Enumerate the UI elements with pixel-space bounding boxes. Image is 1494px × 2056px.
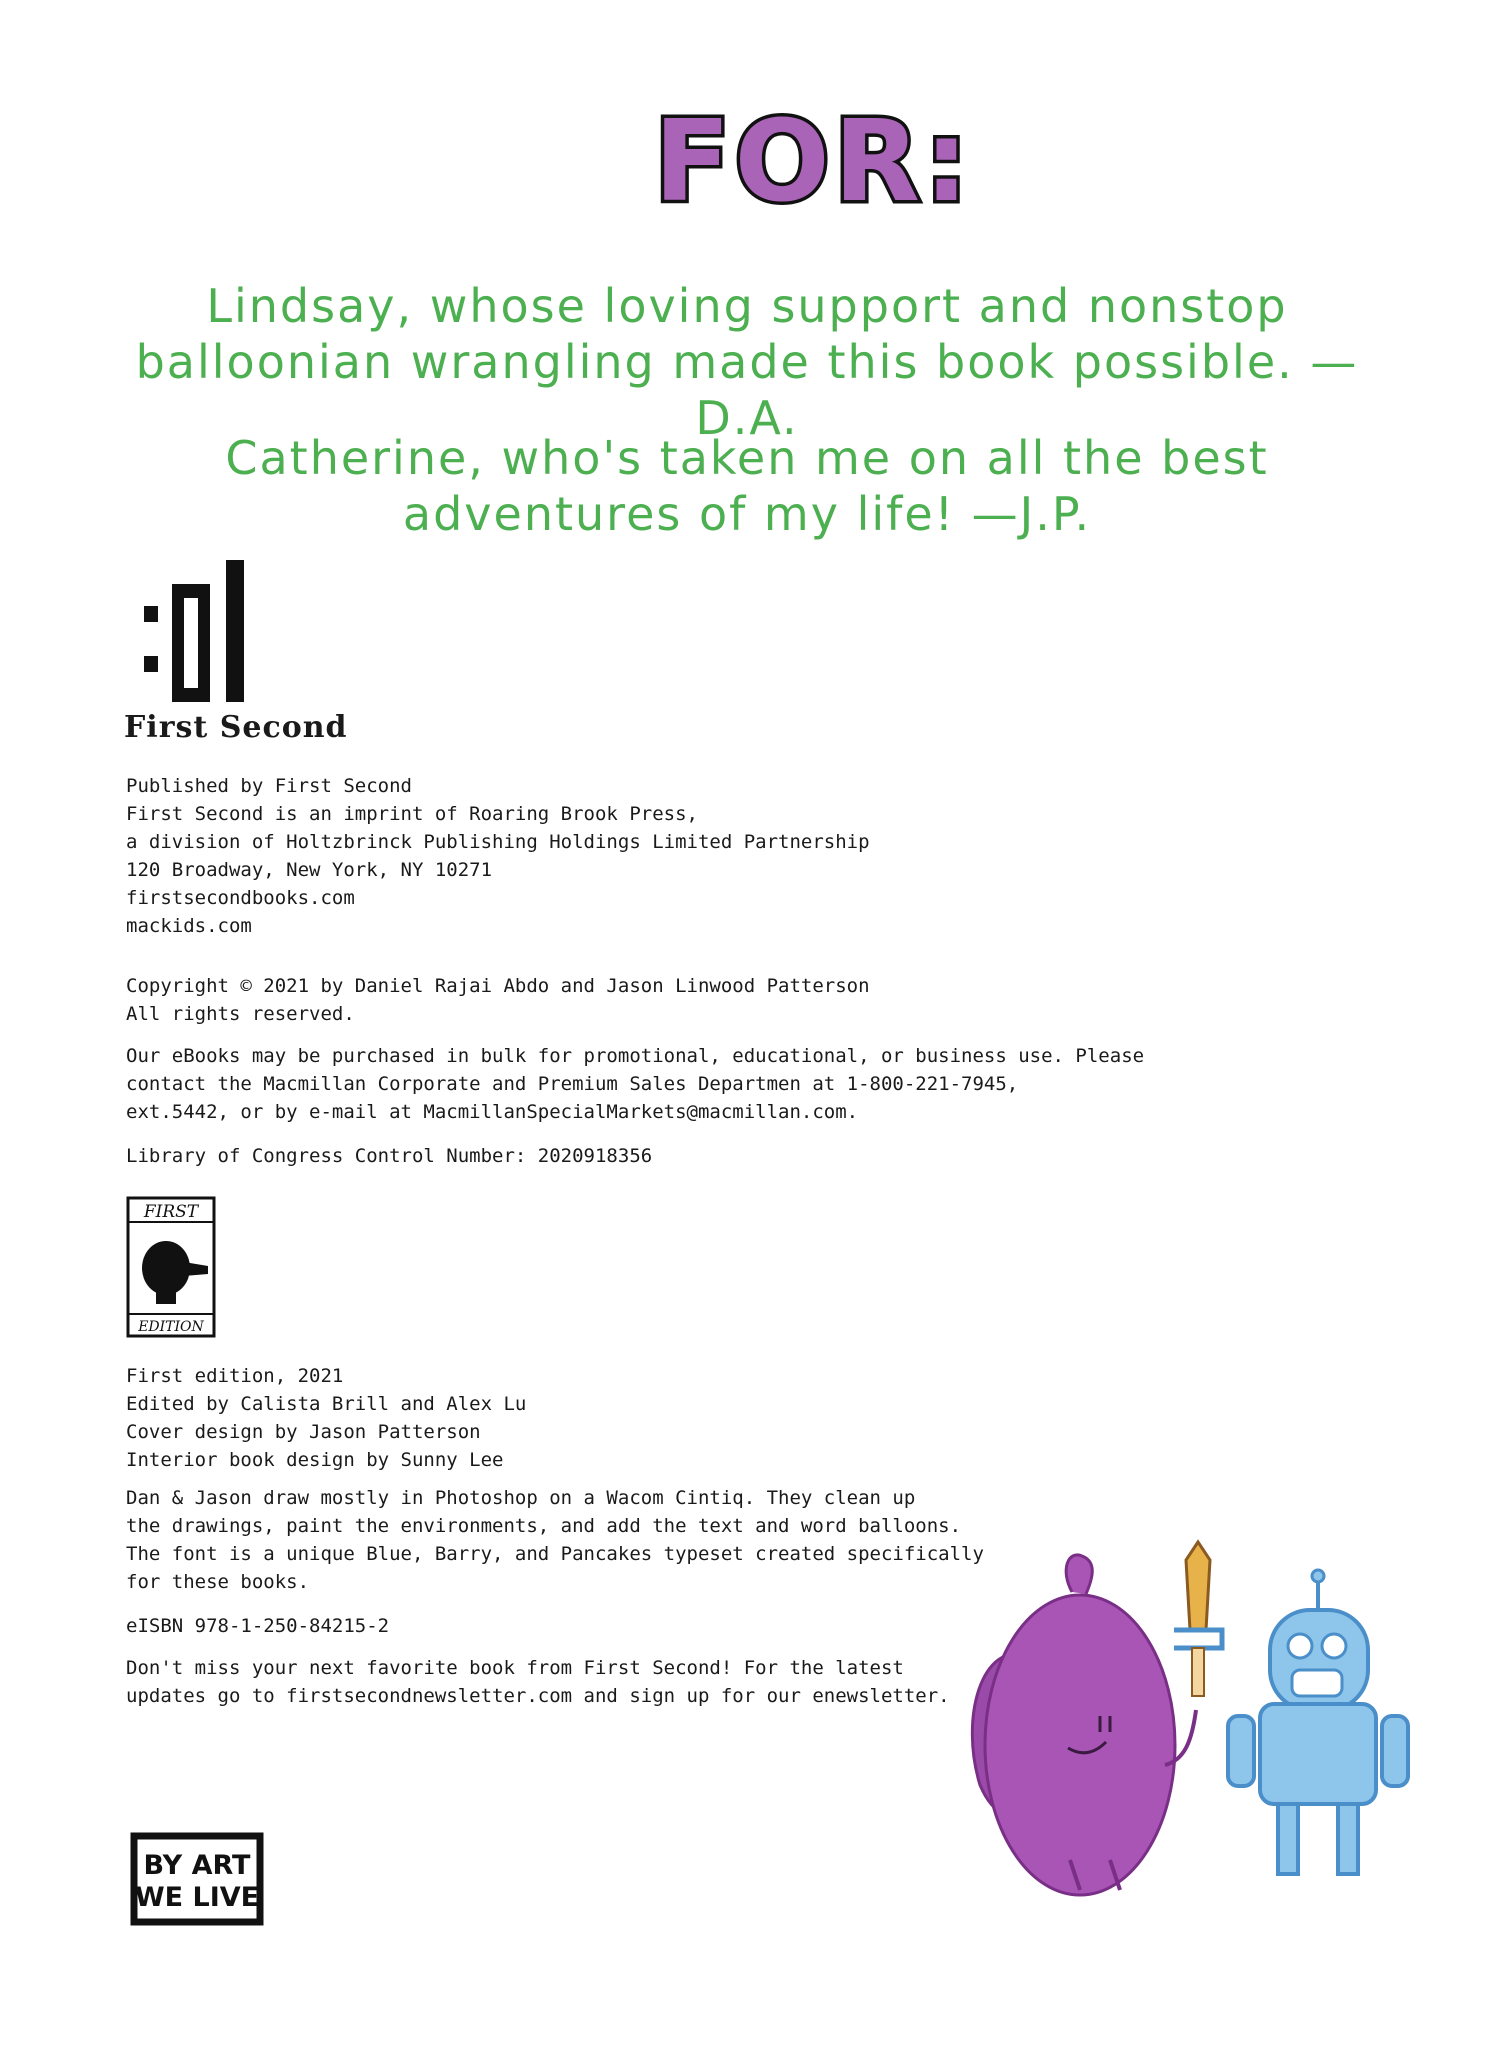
by-art-we-live-badge xyxy=(130,1832,264,1926)
publisher-line: 120 Broadway, New York, NY 10271 xyxy=(126,859,493,881)
first-second-logo-mark xyxy=(140,556,260,706)
dedication-da-line2: balloonian wrangling made this book possible. —D.A. xyxy=(135,335,1359,445)
first-edition-badge xyxy=(126,1196,216,1338)
dedication-jp-line1: Catherine, who's taken me on all the best xyxy=(225,431,1269,485)
credit-line: First edition, 2021 xyxy=(126,1365,344,1387)
for-title xyxy=(648,88,973,228)
bulk-sales-info xyxy=(126,1042,1145,1126)
first-second-logo-text: First Second xyxy=(124,710,348,745)
publisher-line: mackids.com xyxy=(126,915,252,937)
publisher-line: Published by First Second xyxy=(126,775,412,797)
badge-edition: EDITION xyxy=(138,1319,204,1335)
copyright-info xyxy=(126,972,1126,1028)
badge-we-live: WE LIVE xyxy=(134,1882,260,1913)
copyright-line: All rights reserved. xyxy=(126,1003,355,1025)
purple-balloon-character xyxy=(972,1555,1196,1895)
art-note-line: the drawings, paint the environments, and add the text and word balloons. xyxy=(126,1515,962,1537)
art-note-line: Dan & Jason draw mostly in Photoshop on a Wacom Cintiq. They clean up xyxy=(126,1487,916,1509)
publisher-line: a division of Holtzbrinck Publishing Holdings Limited Partnership xyxy=(126,831,870,853)
sword-icon xyxy=(1174,1542,1222,1696)
bulk-line: contact the Macmillan Corporate and Premium Sales Departmen at 1-800-221-7945, xyxy=(126,1073,1019,1095)
dedication-da-line1: Lindsay, whose loving support and nonstop xyxy=(206,279,1288,333)
bulk-line: ext.5442, or by e-mail at MacmillanSpecialMarkets@macmillan.com. xyxy=(126,1101,859,1123)
publisher-info xyxy=(126,772,1126,940)
copyright-line: Copyright © 2021 by Daniel Rajai Abdo and Jason Linwood Patterson xyxy=(126,975,870,997)
newsletter-line: updates go to firstsecondnewsletter.com and sign up for our enewsletter. xyxy=(126,1685,950,1707)
for-title-text: FOR: xyxy=(654,97,973,227)
art-note-line: for these books. xyxy=(126,1571,310,1593)
publisher-line: firstsecondbooks.com xyxy=(126,887,355,909)
dedication-jp xyxy=(100,430,1394,542)
lccn: Library of Congress Control Number: 2020918356 xyxy=(126,1145,653,1167)
credit-line: Interior book design by Sunny Lee xyxy=(126,1449,504,1471)
credits xyxy=(126,1362,1126,1474)
isbn: eISBN 978-1-250-84215-2 xyxy=(126,1615,390,1637)
art-note-line: The font is a unique Blue, Barry, and Pancakes typeset created specifically xyxy=(126,1543,984,1565)
badge-by-art: BY ART xyxy=(143,1850,251,1881)
credit-line: Cover design by Jason Patterson xyxy=(126,1421,481,1443)
characters-illustration xyxy=(960,1520,1440,1900)
credit-line: Edited by Calista Brill and Alex Lu xyxy=(126,1393,527,1415)
publisher-line: First Second is an imprint of Roaring Brook Press, xyxy=(126,803,698,825)
bulk-line: Our eBooks may be purchased in bulk for promotional, educational, or business use. Please xyxy=(126,1045,1145,1067)
dedication-jp-line2: adventures of my life! —J.P. xyxy=(402,487,1092,541)
robot-character xyxy=(1228,1570,1408,1874)
dedication-da xyxy=(100,278,1394,446)
newsletter-line: Don't miss your next favorite book from First Second! For the latest xyxy=(126,1657,904,1679)
badge-first: FIRST xyxy=(143,1202,199,1222)
